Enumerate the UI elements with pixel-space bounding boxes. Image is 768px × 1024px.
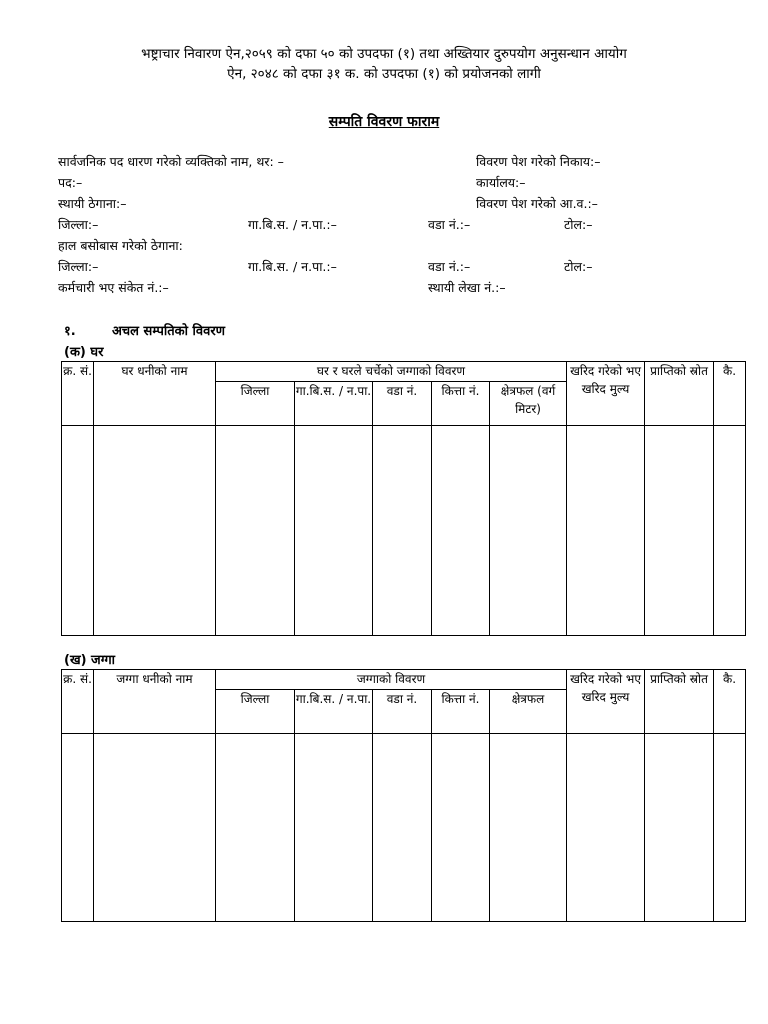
vdc-field-current[interactable]: गा.बि.स. / न.पा.:–	[248, 259, 337, 274]
house-header-purchase: खरिद गरेको भए खरिद मुल्य	[567, 362, 645, 426]
form-title: सम्पति विवरण फाराम	[328, 114, 440, 130]
house-header-vdc: गा.बि.स. / न.पा.	[295, 382, 373, 426]
land-header-sn: क्र. सं.	[62, 670, 94, 734]
house-cell-purchase[interactable]	[567, 426, 645, 636]
land-cell-ward[interactable]	[373, 734, 432, 922]
house-header-sn: क्र. सं.	[62, 362, 94, 426]
section-number: १.	[64, 324, 76, 339]
house-header-kitta: कित्ता नं.	[432, 382, 490, 426]
land-cell-district[interactable]	[216, 734, 295, 922]
land-subsection-label: (ख) जग्गा	[64, 653, 116, 668]
house-cell-district[interactable]	[216, 426, 295, 636]
house-entry-row[interactable]	[62, 426, 746, 636]
post-field[interactable]: पद:–	[58, 175, 83, 190]
employee-code-field[interactable]: कर्मचारी भए संकेत नं.:–	[58, 280, 169, 295]
land-header-source: प्राप्तिको स्रोत	[645, 670, 714, 734]
house-cell-sn[interactable]	[62, 426, 94, 636]
permanent-address-field[interactable]: स्थायी ठेगाना:–	[58, 196, 127, 211]
header-line-2: ऐन, २०४८ को दफा ३१ क. को उपदफा (१) को प्रयोजनको लागी	[227, 66, 541, 82]
house-header-group: घर र घरले चर्चेको जग्गाको विवरण	[216, 362, 567, 382]
house-cell-source[interactable]	[645, 426, 714, 636]
house-header-owner: घर धनीको नाम	[94, 362, 216, 426]
agency-field[interactable]: विवरण पेश गरेको निकाय:–	[476, 154, 601, 169]
office-field[interactable]: कार्यालय:–	[476, 175, 526, 190]
land-header-group: जग्गाको विवरण	[216, 670, 567, 690]
land-header-owner: जग्गा धनीको नाम	[94, 670, 216, 734]
ward-field-permanent[interactable]: वडा नं.:–	[428, 217, 471, 232]
land-header-district: जिल्ला	[216, 690, 295, 734]
ward-field-current[interactable]: वडा नं.:–	[428, 259, 471, 274]
land-cell-remarks[interactable]	[714, 734, 746, 922]
land-cell-owner[interactable]	[94, 734, 216, 922]
land-header-ward: वडा नं.	[373, 690, 432, 734]
house-header-ward: वडा नं.	[373, 382, 432, 426]
house-cell-owner[interactable]	[94, 426, 216, 636]
district-field-permanent[interactable]: जिल्ला:–	[58, 217, 99, 232]
vdc-field-permanent[interactable]: गा.बि.स. / न.पा.:–	[248, 217, 337, 232]
name-field[interactable]: सार्वजनिक पद धारण गरेको व्यक्तिको नाम, थर: –	[58, 154, 284, 169]
land-header-kitta: कित्ता नं.	[432, 690, 490, 734]
fiscal-year-field[interactable]: विवरण पेश गरेको आ.व.:–	[476, 196, 598, 211]
house-cell-ward[interactable]	[373, 426, 432, 636]
land-entry-row[interactable]	[62, 734, 746, 922]
land-cell-vdc[interactable]	[295, 734, 373, 922]
header-line-1: भष्ट्राचार निवारण ऐन,२०५९ को दफा ५० को उपदफा (१) तथा अख्तियार दुरुपयोग अनुसन्धान आयोग	[141, 46, 627, 62]
land-header-area: क्षेत्रफल	[490, 690, 567, 734]
house-header-remarks: कै.	[714, 362, 746, 426]
tole-field-permanent[interactable]: टोल:–	[564, 217, 593, 232]
land-cell-kitta[interactable]	[432, 734, 490, 922]
land-header-remarks: कै.	[714, 670, 746, 734]
house-header-area: क्षेत्रफल (वर्ग मिटर)	[490, 382, 567, 426]
district-field-current[interactable]: जिल्ला:–	[58, 259, 99, 274]
land-cell-area[interactable]	[490, 734, 567, 922]
land-cell-source[interactable]	[645, 734, 714, 922]
land-table	[61, 669, 746, 922]
house-cell-kitta[interactable]	[432, 426, 490, 636]
tole-field-current[interactable]: टोल:–	[564, 259, 593, 274]
house-header-district: जिल्ला	[216, 382, 295, 426]
house-header-source: प्राप्तिको स्रोत	[645, 362, 714, 426]
house-cell-remarks[interactable]	[714, 426, 746, 636]
section-title: अचल सम्पतिको विवरण	[112, 324, 226, 339]
land-cell-sn[interactable]	[62, 734, 94, 922]
house-subsection-label: (क) घर	[64, 345, 104, 360]
house-table	[61, 361, 746, 636]
current-address-label: हाल बसोबास गरेको ठेगाना:	[58, 238, 183, 253]
pan-field[interactable]: स्थायी लेखा नं.:–	[428, 280, 506, 295]
land-cell-purchase[interactable]	[567, 734, 645, 922]
land-header-vdc: गा.बि.स. / न.पा.	[295, 690, 373, 734]
land-header-purchase: खरिद गरेको भए खरिद मुल्य	[567, 670, 645, 734]
house-cell-area[interactable]	[490, 426, 567, 636]
house-cell-vdc[interactable]	[295, 426, 373, 636]
